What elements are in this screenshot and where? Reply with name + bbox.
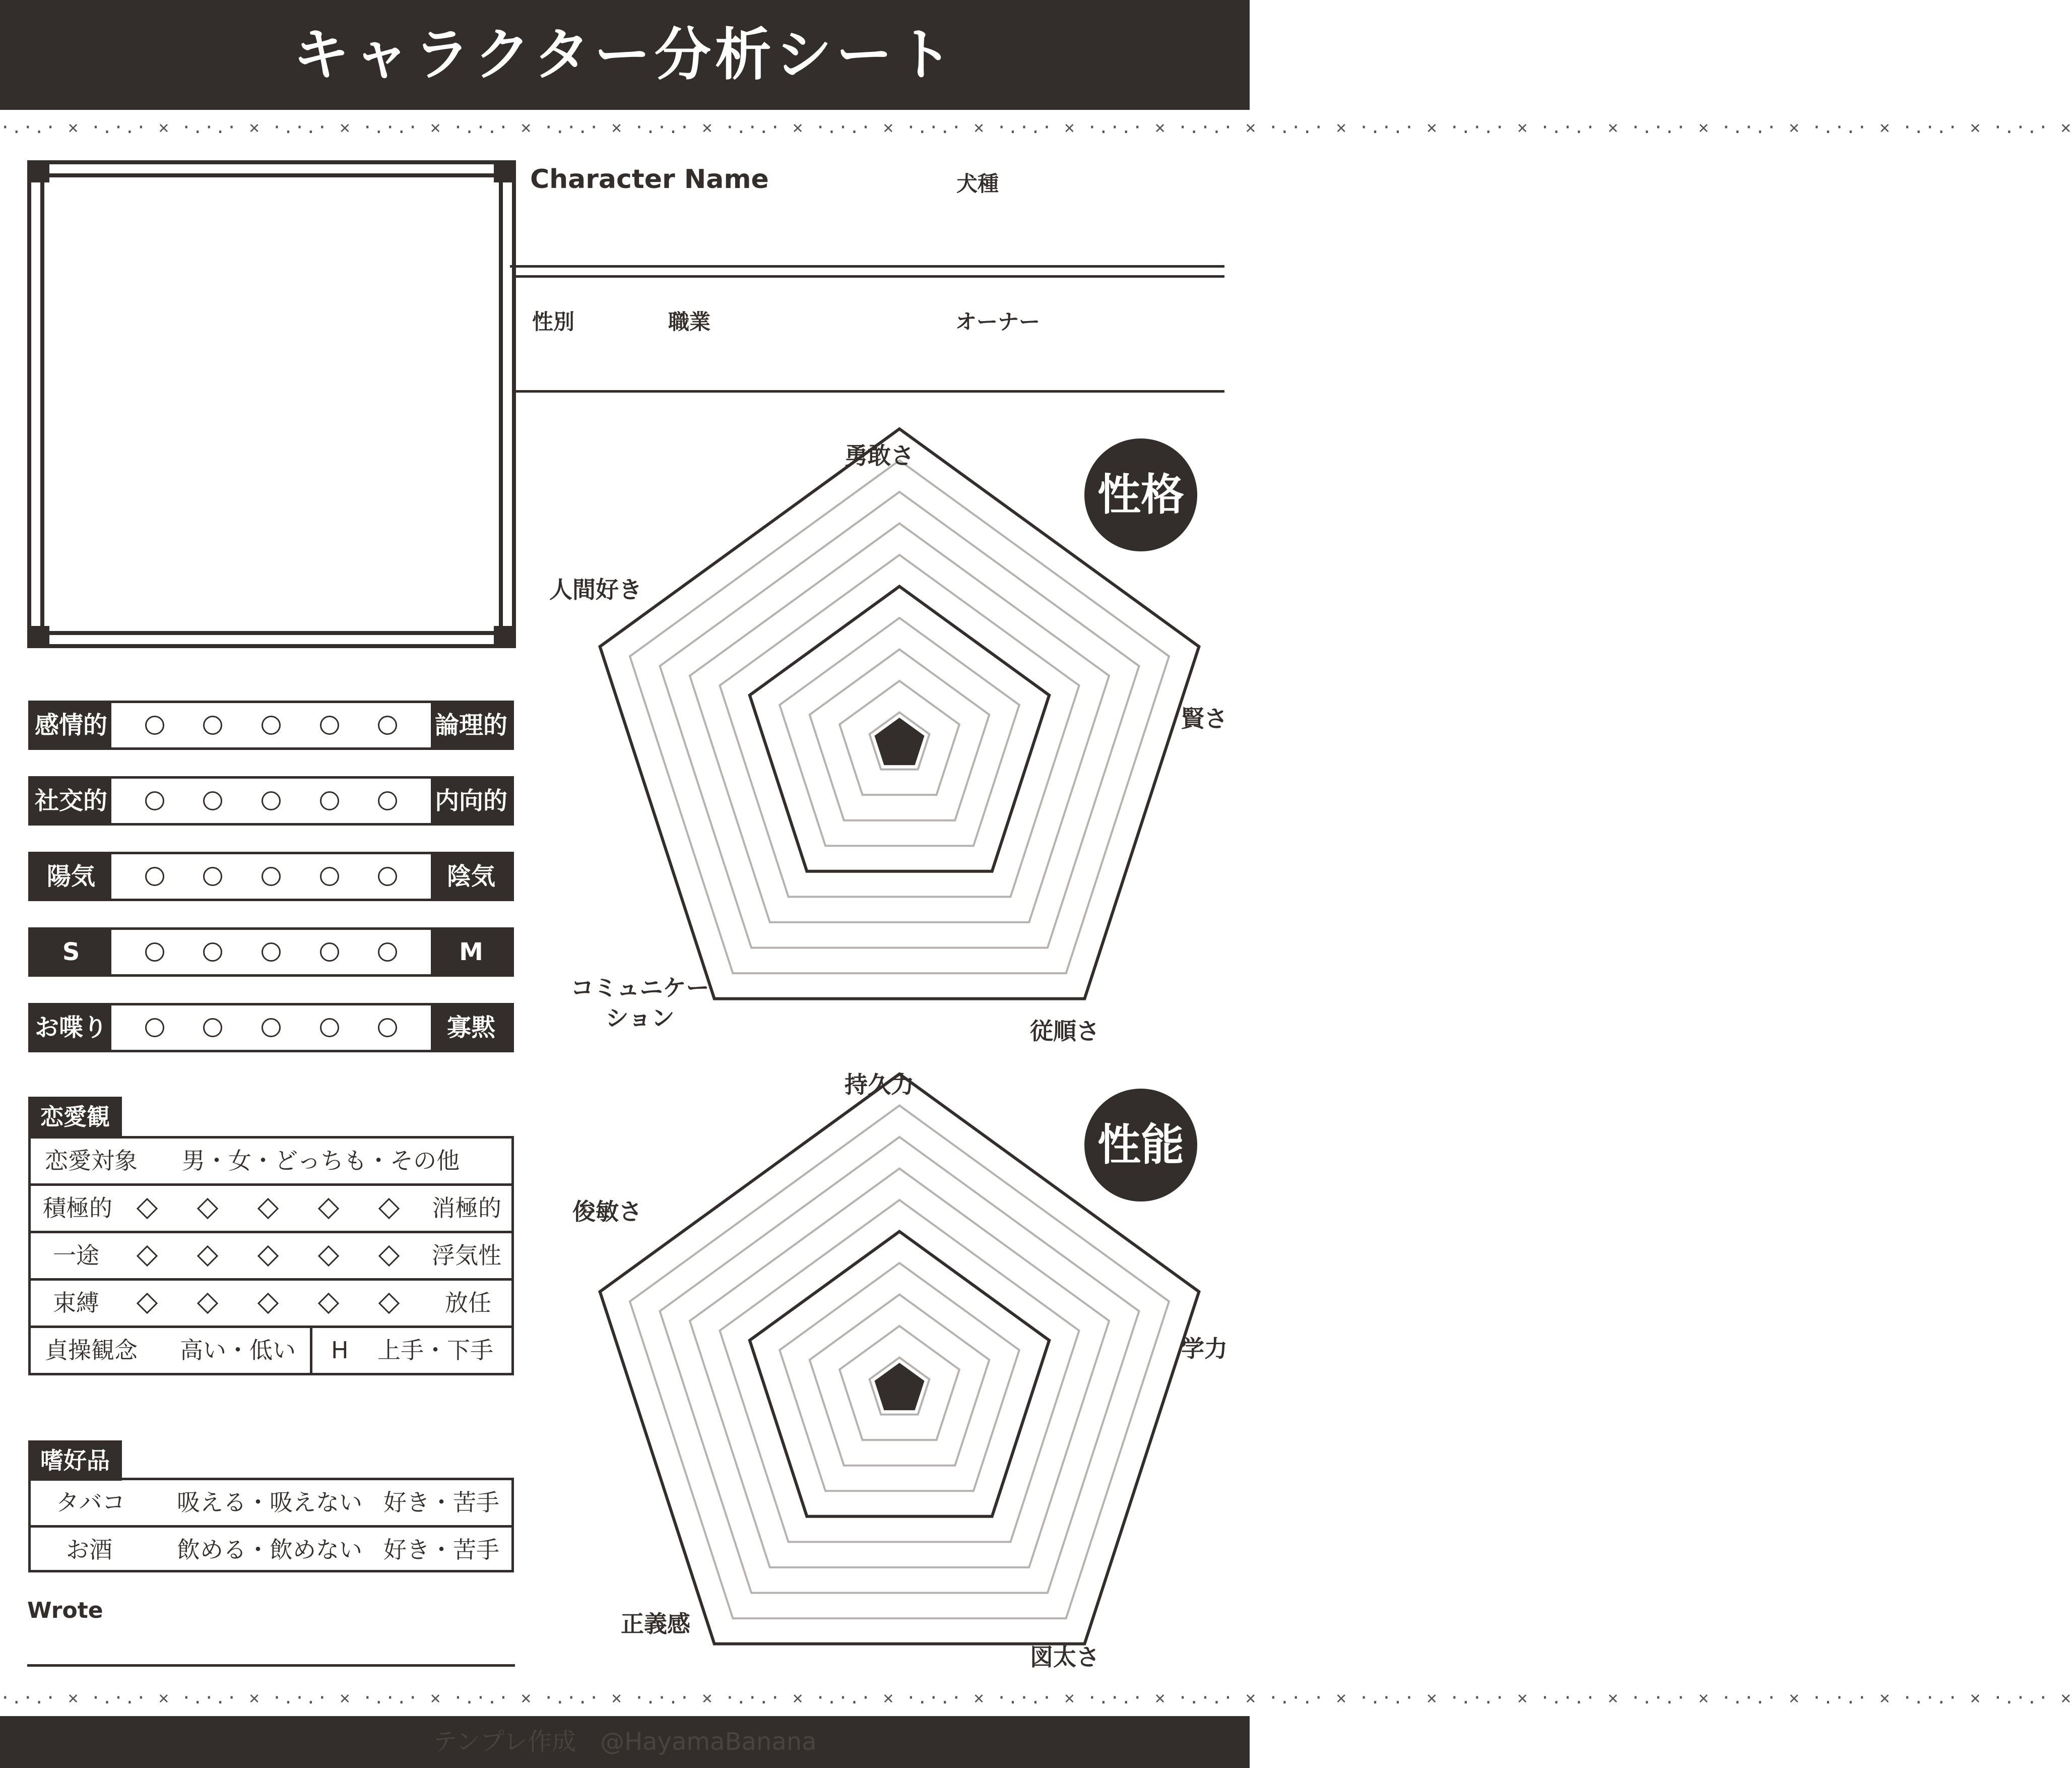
diamond-option[interactable]: [318, 1198, 339, 1219]
name-underline-double: [515, 275, 1224, 278]
cell-divider: [310, 1328, 312, 1373]
diamond-option[interactable]: [137, 1245, 158, 1267]
love-target-label: 恋愛対象: [45, 1147, 138, 1174]
scale-right-label: 内向的: [431, 779, 511, 823]
decor-border-top: ·.·.· ✕ ·.·.· ✕ ·.·.· ✕ ·.·.· ✕ ·.·.· ✕ ·.·.· ✕ ·.·.· ✕ ·.·.· ✕ ·.·.· ✕ ·.·.· ✕ ·.·.· ✕ ·.·.· ✕ ·.·.· ✕ ·.·.· ✕ ·.·.· ✕ ·.·.· ✕ ·.·.· ✕ ·.·.· ✕ ·.·.· ✕ ·.·.· ✕ ·.·.· ✕ ·.·.· ✕ ·.·.· ✕: [0, 117, 2072, 138]
axis-label-people-loving: 人間好き: [549, 576, 642, 603]
scale-right-label: 論理的: [431, 703, 511, 747]
scale-option[interactable]: [262, 1018, 281, 1037]
love-row-options: [140, 1233, 397, 1278]
scale-left-label: 陽気: [31, 854, 111, 899]
scale-option[interactable]: [145, 716, 164, 735]
scale-option[interactable]: [203, 716, 222, 735]
scale-options: [111, 703, 431, 747]
frame-corner: [494, 160, 516, 182]
love-row: [31, 1231, 511, 1281]
love-table: [28, 1136, 514, 1375]
love-chastity-row: [31, 1325, 511, 1375]
name-underline: [510, 265, 1224, 268]
scale-option[interactable]: [262, 716, 281, 735]
scale-option[interactable]: [262, 942, 281, 962]
scale-option[interactable]: [378, 942, 397, 962]
preference-item: お酒: [66, 1536, 112, 1563]
axis-label-intelligence: 賢さ: [1181, 705, 1227, 732]
preference-row: [31, 1525, 511, 1575]
diamond-option[interactable]: [197, 1245, 218, 1267]
diamond-option[interactable]: [197, 1198, 218, 1219]
diamond-option[interactable]: [378, 1198, 400, 1219]
scale-left-label: 感情的: [31, 703, 111, 747]
love-row-options: [140, 1281, 397, 1325]
scale-option[interactable]: [378, 716, 397, 735]
personality-grid-ring: [600, 429, 1199, 999]
preference-liking[interactable]: 好き・苦手: [383, 1536, 499, 1563]
frame-corner: [494, 626, 516, 648]
diamond-option[interactable]: [137, 1198, 158, 1219]
frame-corner: [27, 160, 49, 182]
scale-option[interactable]: [203, 942, 222, 962]
scale-option[interactable]: [320, 716, 339, 735]
scale-option[interactable]: [378, 1018, 397, 1037]
diamond-option[interactable]: [378, 1245, 400, 1267]
chastity-label: 貞操観念: [45, 1337, 138, 1364]
scale-option[interactable]: [203, 867, 222, 886]
breed-label: 犬種: [956, 171, 999, 196]
axis-label-stamina: 持久力: [845, 1071, 914, 1098]
scale-option[interactable]: [145, 791, 164, 810]
h-options[interactable]: 上手・下手: [377, 1337, 493, 1364]
chastity-options[interactable]: 高い・低い: [180, 1337, 296, 1364]
decor-border-bottom: ·.·.· ✕ ·.·.· ✕ ·.·.· ✕ ·.·.· ✕ ·.·.· ✕ ·.·.· ✕ ·.·.· ✕ ·.·.· ✕ ·.·.· ✕ ·.·.· ✕ ·.·.· ✕ ·.·.· ✕ ·.·.· ✕ ·.·.· ✕ ·.·.· ✕ ·.·.· ✕ ·.·.· ✕ ·.·.· ✕ ·.·.· ✕ ·.·.· ✕ ·.·.· ✕ ·.·.· ✕ ·.·.· ✕: [0, 1688, 2072, 1708]
diamond-option[interactable]: [318, 1245, 339, 1267]
love-row-left: 一途: [53, 1242, 99, 1269]
preferences-table: [28, 1478, 514, 1572]
scale-option[interactable]: [262, 867, 281, 886]
scale-emotional-logical: [28, 701, 514, 750]
love-row-options: [140, 1186, 397, 1231]
preference-liking[interactable]: 好き・苦手: [383, 1489, 499, 1516]
scale-option[interactable]: [145, 942, 164, 962]
portrait-inner-border: [40, 173, 503, 635]
axis-label-learning: 学力: [1181, 1335, 1227, 1362]
scale-option[interactable]: [145, 867, 164, 886]
love-target-row: [31, 1139, 511, 1186]
axis-label-communication: [564, 973, 716, 1033]
diamond-option[interactable]: [257, 1293, 279, 1314]
diamond-option[interactable]: [378, 1293, 400, 1314]
axis-label-bravery: 勇敢さ: [845, 442, 914, 469]
gender-label: 性別: [532, 309, 575, 334]
ability-badge: 性能: [1084, 1089, 1197, 1202]
scale-option[interactable]: [378, 867, 397, 886]
scale-option[interactable]: [320, 867, 339, 886]
love-row-right: 消極的: [432, 1194, 501, 1222]
scale-talkative-quiet: [28, 1003, 514, 1052]
preference-ability[interactable]: 飲める・飲めない: [177, 1536, 362, 1563]
scale-social-introvert: [28, 776, 514, 826]
scale-right-label: 陰気: [431, 854, 511, 899]
scale-options: [111, 1005, 431, 1050]
diamond-option[interactable]: [318, 1293, 339, 1314]
scale-option[interactable]: [320, 791, 339, 810]
scale-right-label: 寡黙: [431, 1005, 511, 1050]
h-label: H: [331, 1337, 349, 1364]
scale-options: [111, 930, 431, 974]
preference-item: タバコ: [56, 1489, 125, 1516]
profile-underline: [515, 390, 1224, 393]
scale-cheerful-gloomy: [28, 852, 514, 901]
scale-options: [111, 779, 431, 823]
diamond-option[interactable]: [197, 1293, 218, 1314]
scale-option[interactable]: [203, 791, 222, 810]
scale-s-m: [28, 927, 514, 977]
personality-radar-chart: [544, 413, 1250, 1068]
scale-left-label: お喋り: [31, 1005, 111, 1050]
preference-ability[interactable]: 吸える・吸えない: [177, 1489, 362, 1516]
axis-label-agility: 俊敏さ: [572, 1198, 642, 1225]
axis-label-communication-line1: コミュニケー: [570, 974, 709, 1001]
job-label: 職業: [668, 309, 711, 334]
scale-option[interactable]: [378, 791, 397, 810]
scale-option[interactable]: [320, 942, 339, 962]
scale-left-label: S: [31, 930, 111, 974]
love-row-left: 積極的: [43, 1194, 112, 1222]
personality-badge: 性格: [1084, 438, 1197, 551]
love-row: [31, 1278, 511, 1328]
page-title: キャラクター分析シート: [293, 22, 957, 88]
scale-option[interactable]: [320, 1018, 339, 1037]
credit-text: テンプレ作成 @HayamaBanana: [433, 1728, 817, 1756]
wrote-underline: [27, 1664, 515, 1667]
scale-option[interactable]: [145, 1018, 164, 1037]
love-section-tab: 恋愛観: [28, 1097, 122, 1137]
love-target-options[interactable]: 男・女・どっちも・その他: [182, 1147, 460, 1174]
scale-right-label: M: [431, 930, 511, 974]
love-row-right: 浮気性: [432, 1242, 501, 1269]
love-row-left: 束縛: [53, 1289, 99, 1316]
portrait-frame[interactable]: [27, 160, 516, 648]
scale-option[interactable]: [262, 791, 281, 810]
scale-left-label: 社交的: [31, 779, 111, 823]
axis-label-justice: 正義感: [621, 1610, 690, 1637]
character-name-label: Character Name: [530, 164, 769, 195]
wrote-label: Wrote: [27, 1598, 103, 1623]
preferences-section-tab: 嗜好品: [28, 1440, 122, 1481]
axis-label-toughness: 図太さ: [1030, 1644, 1099, 1671]
preference-row: [31, 1480, 511, 1528]
diamond-option[interactable]: [257, 1245, 279, 1267]
love-row: [31, 1183, 511, 1233]
scale-options: [111, 854, 431, 899]
love-row-right: 放任: [445, 1289, 491, 1316]
axis-label-obedience: 従順さ: [1030, 1018, 1099, 1045]
scale-option[interactable]: [203, 1018, 222, 1037]
frame-corner: [27, 626, 49, 648]
ability-grid-ring: [600, 1074, 1199, 1644]
diamond-option[interactable]: [257, 1198, 279, 1219]
axis-label-communication-line2: ション: [605, 1004, 675, 1032]
diamond-option[interactable]: [137, 1293, 158, 1314]
owner-label: オーナー: [955, 309, 1041, 334]
